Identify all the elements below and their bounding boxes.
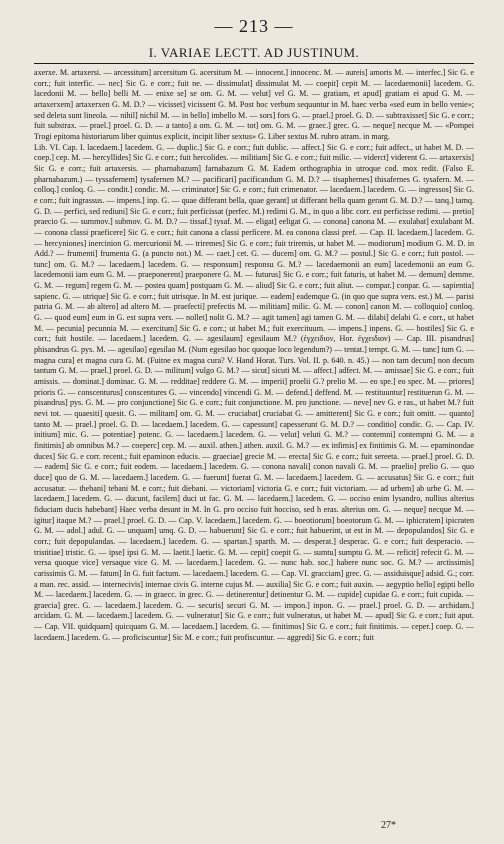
section-title: I. VARIAE LECTT. AD JUSTINUM. [34,45,474,64]
page-number: — 213 — [214,16,294,36]
paragraph: axerxe. M. artaxersi. — arcessitum] arcersitum G. acersitum M. — innocent.] innocenc. M. — aureis] amoris M. — interfec.] Sic G. e corr.; fuit interfic. — nec] Sic G. e corr.; fuit ne. — dissimulat] dissimulat M. — coepit] cepit M. — lacedaemonii] lacedem. G. lacedonii M. — bello] belli M. — enixe se] se om. G. M. — velut] vel G. M. — gratiam, et apud] gratiam ei apud G. M. — artaxerxem] artaxerxen G. M. D.? — vicisset] vicissent G. M. Post hoc verbum sequuntur in M. haec verba «sed eum in bello venie»; sed deleta sunt lineola. — nihil] nichil M. — in bello] imbello M. — sors] fors G. — prael.] proel. G. D. — subtraxisset] Sic G. e corr.; fuit substrax. — prael.] proel. G. D. — a tanto] a om. G. M. — tot] om. G. M. — graec.] grec. G. — neque] necque M. — «Pompei Trogi epitoma historiarum liber quintus explicit, incipit liber sextus» G. Liber sextus M. rubro atram. in marg. [34,68,474,141]
signature-mark: 27* [381,820,396,831]
text-body [34,68,474,824]
paragraph: Lib. VI. Cap. I. lacedaem.] lacedem. G. — duplic.] Sic G. e corr.; fuit dublic. — affect.] Sic G. e corr.; fuit adfect., ut habet M. D. — coep.] cep. M. — hercyllides] Sic G. e corr.; fuit hercolides. — militiam] Sic G. e corr.; fuit milic. — viderct] viderent G. — artaxerxis] Sic G. e corr.; fuit artaxersis. — pharnabazum] farnabazum G. M. Eadem orthographia in utroque cod. mox redit. (Falso E. pharnabazum.) — tyssafernem] tysafernen M.? — pacificari] pacificandum G. M. D.? — tisaphernes] thisafernes G. tysafern. M. — colloq.] conloq. G. — condit.] condic. M. — criminator] Sic G. e corr.; fuit crimenator. — lacedaem.] lacedem. G. — ingressos] Sic G. e corr.; fuit ingrassus. — impens.] inp. G. — quae differant bella, quae gerant] ut differant bella quam gerant G. M. D.? — tanq.] tamq. G. D. — perfici, sed rediuni] Sic G. e corr.; fuit perficissat (perfec. M.) redimi G. M., in quo a libr. corr. est perficisse redimi. — pretio] praecio G. — summov.] submov. G. M. D.? — tissaf.] tysaf. M. — eligat] eeligat G. — conona] canona M. — exulabat] exulabant M. — conona classi praeficere] Sic G. e corr.; fuit canona a classi perficere. M. ea conona classi pref. — Cap. II. lacedaem.] lacedem. G. — hercyniones] inercinion G. mercurionii M. — triremes] Sic G. e corr.; fuit triremis, ut habet M. — modiorum] modium G. M. D. in Add.? — frumenti] frumenta G. (a puncto not.) M. — caet.] cet. G. — ducem] om. G. M.? — postul.] Sic G. e corr.; fuit postol. — tunc] om. G. M.? — lacedaem.] lacedem. G. — responsum] responsu G. M.? — lacedaemonii an eum] lacedemonii an eum G. lacedemonii iam eum G. M. — praeponerent] praeponere G. M. — futurus] Sic G. e corr.; fuit faturis, ut habet M. — demum] demme. G. M. — regum] regem G. M. — postea quam] postquam G. M. — aliud] Sic G. e corr.; fuit aliut. — compar.] conpar. G. — sapientia] sapienc. G. — utrique] Sic G. e corr.; fuit utrisque. In M. est jurique. — eadem] eademque G. (in quo que supra vers. est.) M. — parisi patria G. M. — ab altero] ad altero M. — praefecti] prefectis M. — militiam] milic. G. M. — conon] canon M. — colloquio] conloq. G. — quod eum] eum in G. est supra vers. — nollet] nolit G. M.? — agit tamen] agi tamen G. M. — dilabi] delabi G. e corr., ut habet M. — pecunia] pecunnia M. — exercitum] Sic G. e corr.; ut habet M.; fuit exercituum. — impens.] inpens. G. — hostiles] Sic G. e corr.; fuit hostile. — lacedaem.] lacedem. G. — agesilaum] egesilaum M.? (ἐγχειδιον, Hor. ἐγχειδιον) — Cap. III. pisandrus] phisandrus G. pys. M. — agesilao] egesilao M. (Num egesilao hoc quoque loco legendum?) — tentat.] tempt. G. M. — tunc] tum G. — magna cura] et magna cura G. M. (Fuitne ex magna cura? V. Hand Horat. Turs. Vol. II. p. 640. n. 45.) — non tam decum] non decum tantum G. M. — prael.] proel. G. D. — militum] vulgo G. M.? — sicut] sicuti M. — affect.] adfect. M. — amissae] Sic G. e corr.; fuit amissis. — dominat.] dominac. G. M. — redditae] reddere G. M. — imperii] proelii G.? prelio M. — eo spe.] eo spec. M. — priores] prioris G. — conscenturus] conscentures G. — vincendo] vincendi G. M. — defend.] deffend. M. — restituuntur] restituerun G. M. — pisandrus] pys. G. M. — pro conjunctione] Sic G. e corr.; fuit conjunctione. M. pro junctione. — neve] nev G. e ras., ut habet M.? fuit nevi tot. — quaesiti] quesit. G. — militam] om. G. M. — cruciabat] cruciabat G. — amitterent] Sic G. e corr.; fuit omitt. — quanto] tanto M. — prael.] proel. G. D. — lacedaem.] lacedem. G. — capessunt] capesserunt G. M. D.? — conditio] condic. G. — Cap. IV. initium] mic. G. — potentiae] potenc. G. — lacedaem.] lacedem. G. — velut] veluti G. M.? — contemni] contempni G. M. — a finitimis] ab omnibus M.? — coeperc] cep. M. — auxil. athen.] athen. auxil. G. M.? — ex infimis] ex finitimis G. M. — epaminondae duces] Sic G. e corr. recent.; fuit epaminon educis. — graeciae] grecie M. — erecta] Sic G. e corr.; fuit sereeta. — prael.] proel. G. D. — eadem] Sic G. e corr.; fuit eodem. — lacedaem.] lacedem. G. — conona navali] conon navali G. M. — praelio] prelio G. — quo duce] quo de G. M. — lacedaem.] lacedem. G. — fuerunt] fuerat G. M. — lacedaem.] lacedem. G. — accusatus] Sic G. e corr.; fuit accusatur. — thebani] tebani M. e corr.; fuit diebani. — victoriam] victoria G. e corr.; fuit victoriam. — ad urbem] ab urbe G. M. — lacedaem.] lacedem. G. — ducunt, facilem] duci ut fac. G. M. — lacedaem.] lacedem. G. — occiso enim lysandro, nullius alterius fiduciam ducis habebant] Haec verba desunt in M. In G. pro occiso fuit hocciso, sed h eras. alterius om. G. — neque] necque M. — igitur] itaque M.? — prael.] proel. G. D. — Cap. V. lacedaem.] lacedem. G. — boeotiorum] boeotorum G. M. — iphicratem] ipicraten G. M. — adol.] adul. G. — unquam] umq. G. D. — habuerunt] Sic G. e corr.; fuit habuerint, ut est in M. — depopulandos] Sic G. e corr.; fuit depopulandas. — lacedaem.] lacedem. G. — spartan.] sparth. M. — desperat.] desperac. G. e corr.; fuit desperacio. — tristitiae] tristic. G. — ipse] ipsi G. M. — laetit.] laetic. G. M. — cepit] coepit G. — sumtu] sumptu G. M. — reficit] refecit G. M. — versa quoque vice] versaque vice G. M. — lacedaem.] lacedem. G. — nunc hab. soc.] habere nunc soc. G. M.? — arctissimis] carissimis G. M. — fatum] In G. fuit factum. — lacedaem.] lacedem. G. — Cap. VI. gracciam] grec. G. — assiduisque] adsid. G.; corr. a man. rec. assid. — internecivis] internae civis G. interne cujus M. — auxilia] Sic G. e corr.; fuit auxin. — aegyptio bello] egipti bello M. — lacedaem.] lacedem. G. — in graecc. in grec. G. — detinerentur] detinentur G. M. — cupide] cupidae G. e corr.; fuit cupida. — graecia] grec. G. — lacedaem.] lacedem. G. — securis] securi G. M. — impon.] inpon. G. — prael.] proel. G. D. — archidam.] arcidam. G. M. — lacedaem.] lacedem. G. — vulneratur] Sic G. e corr.; fuit vulneratus, ut habet M. — apud] Sic G. e corr.; fuit aput. — Cap. VII. quidquam] quicquam G. M. — lacedaem.] lacedem. G. — finitimos] Sic G. e corr.; fuit finitimis. — ceper.] coep. G. — lacedaem.] lacedem. G. — proficiscuntur] Sic M. e corr.; fuit profiscuntur. — aggredi] Sic G. e corr.; fuit [34,142,474,642]
